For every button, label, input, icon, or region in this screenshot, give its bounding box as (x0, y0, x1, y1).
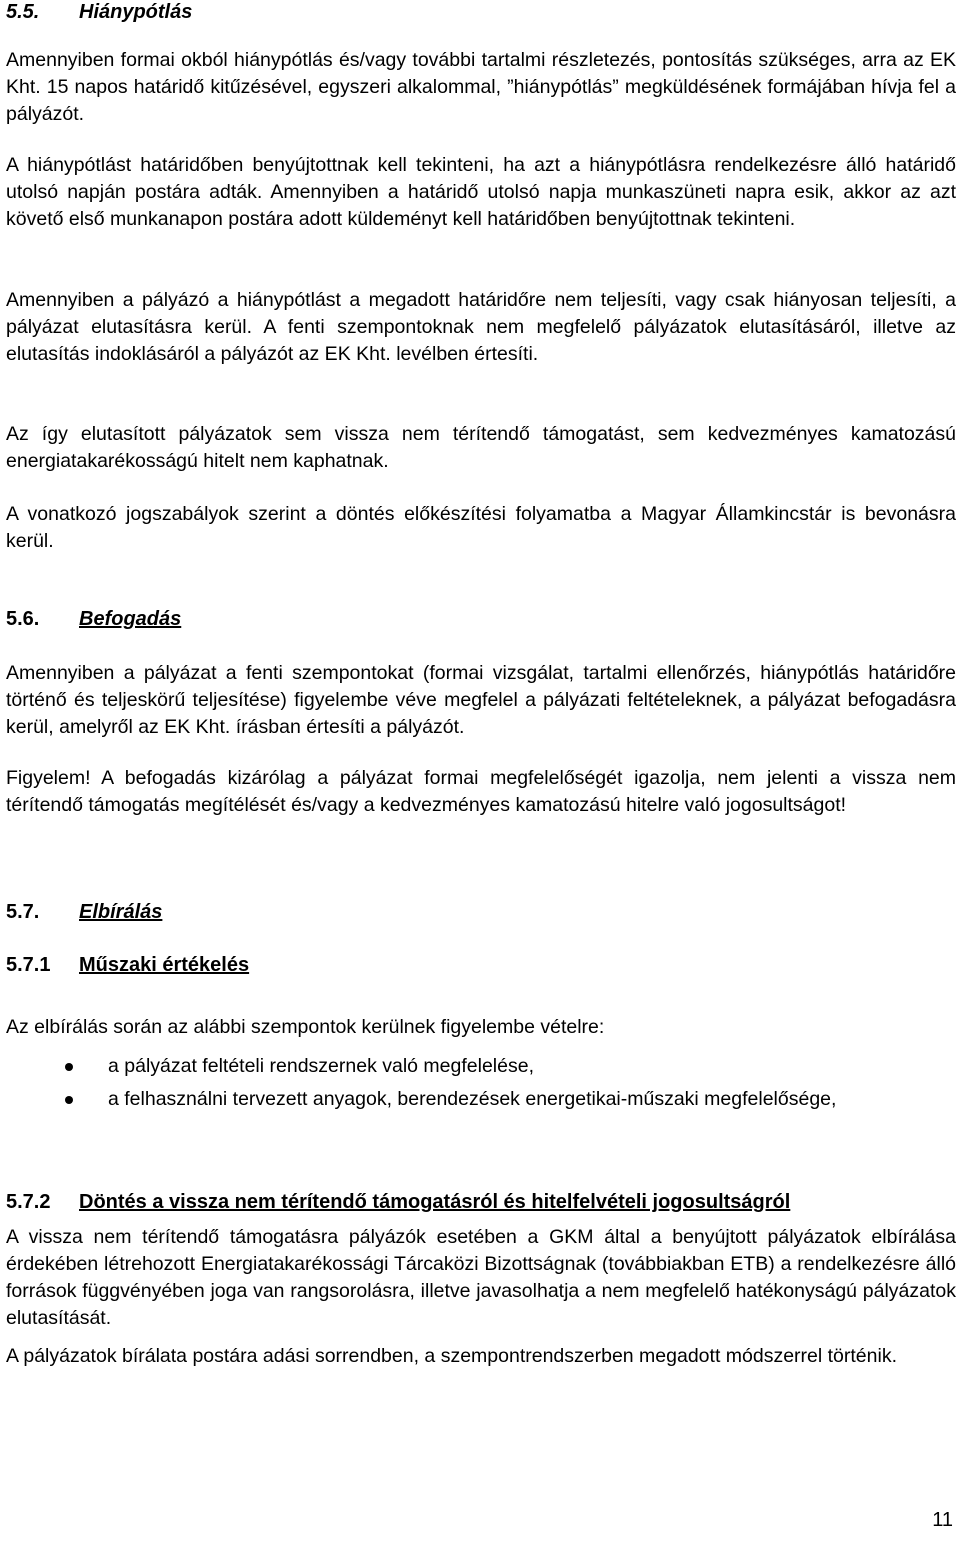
paragraph-5-6-2: Figyelem! A befogadás kizárólag a pályázat formai megfelelőségét igazolja, nem jelenti a vissza nem térítendő támogatás megítélését és/vagy a kedvezményes kamatozású hitelre való jogosultságot! (6, 767, 956, 816)
paragraph-5-7-1-intro: Az elbírálás során az alábbi szempontok kerülnek figyelembe vételre: (6, 1016, 605, 1038)
section-heading-5-5 (6, 0, 192, 24)
page-number: 11 (932, 1509, 953, 1531)
section-number: 5.6. (6, 608, 40, 630)
list-item-text: a pályázat feltételi rendszernek való megfelelése, (108, 1055, 534, 1077)
paragraph-5-5-1: Amennyiben formai okból hiánypótlás és/vagy további tartalmi részletezés, pontosítás szükséges, arra az EK Kht. 15 napos határidő kitűzésével, egyszeri alkalommal, ”hiánypótlás” megküldésének formájában hívja fel a pályázót. (6, 49, 956, 125)
paragraph-5-5-4: Az így elutasított pályázatok sem vissza nem térítendő támogatást, sem kedvezményes kamatozású energiatakarékosságú hitelt nem kaphatnak. (6, 423, 956, 472)
section-number: 5.7.1 (6, 954, 51, 976)
section-title: Hiánypótlás (79, 1, 193, 23)
paragraph-5-7-2-1: A vissza nem térítendő támogatásra pályázók esetében a GKM által a benyújtott pályázatok elbírálása érdekében létrehozott Energiatakarékossági Tárcaközi Bizottságnak (továbbiakban ETB) a rendelkezésre álló források függvényében joga van rangsorolásra, illetve javasolhatja a nem megfelelő hatékonyságú pályázatok elutasítását. (6, 1226, 956, 1329)
section-number: 5.7. (6, 901, 40, 923)
section-number: 5.5. (6, 1, 40, 23)
section-title: Elbírálás (79, 901, 163, 923)
criteria-list (6, 1053, 956, 1119)
paragraph-5-6-1: Amennyiben a pályázat a fenti szempontokat (formai vizsgálat, tartalmi ellenőrzés, hiánypótlás határidőre történő és teljeskörű teljesítése) figyelembe véve megfelel a pályázati feltételeknek, a pályázat befogadásra kerül, amelyről az EK Kht. írásban értesíti a pályázót. (6, 662, 956, 738)
paragraph-5-5-5: A vonatkozó jogszabályok szerint a döntés előkészítési folyamatba a Magyar Államkincstár is bevonásra kerül. (6, 503, 956, 552)
paragraph-5-7-2-2: A pályázatok bírálata postára adási sorrendben, a szempontrendszerben megadott módszerrel történik. (6, 1345, 898, 1367)
section-heading-5-7-1 (6, 953, 249, 977)
section-number: 5.7.2 (6, 1191, 51, 1213)
bullet-icon (65, 1063, 73, 1071)
list-item (6, 1053, 956, 1080)
section-title: Műszaki értékelés (79, 954, 250, 976)
section-heading-5-7 (6, 900, 162, 924)
section-heading-5-7-2 (6, 1190, 790, 1214)
section-title: Döntés a vissza nem térítendő támogatásról és hitelfelvételi jogosultságról (79, 1191, 791, 1213)
list-item-text: a felhasználni tervezett anyagok, berendezések energetikai-műszaki megfelelősége, (108, 1088, 837, 1110)
section-title: Befogadás (79, 608, 182, 630)
paragraph-5-5-3: Amennyiben a pályázó a hiánypótlást a megadott határidőre nem teljesíti, vagy csak hiányosan teljesíti, a pályázat elutasításra kerül. A fenti szempontoknak nem megfelelő pályázatok elutasításáról, illetve az elutasítás indoklásáról a pályázót az EK Kht. levélben értesíti. (6, 289, 956, 365)
section-heading-5-6 (6, 607, 181, 631)
list-item (6, 1086, 956, 1113)
paragraph-5-5-2: A hiánypótlást határidőben benyújtottnak kell tekinteni, ha azt a hiánypótlásra rendelkezésre álló határidő utolsó napján postára adták. Amennyiben a határidő utolsó napja munkaszüneti napra esik, akkor az azt követő első munkanapon postára adott küldeményt kell határidőben benyújtottnak tekinteni. (6, 154, 956, 230)
bullet-icon (65, 1096, 73, 1104)
